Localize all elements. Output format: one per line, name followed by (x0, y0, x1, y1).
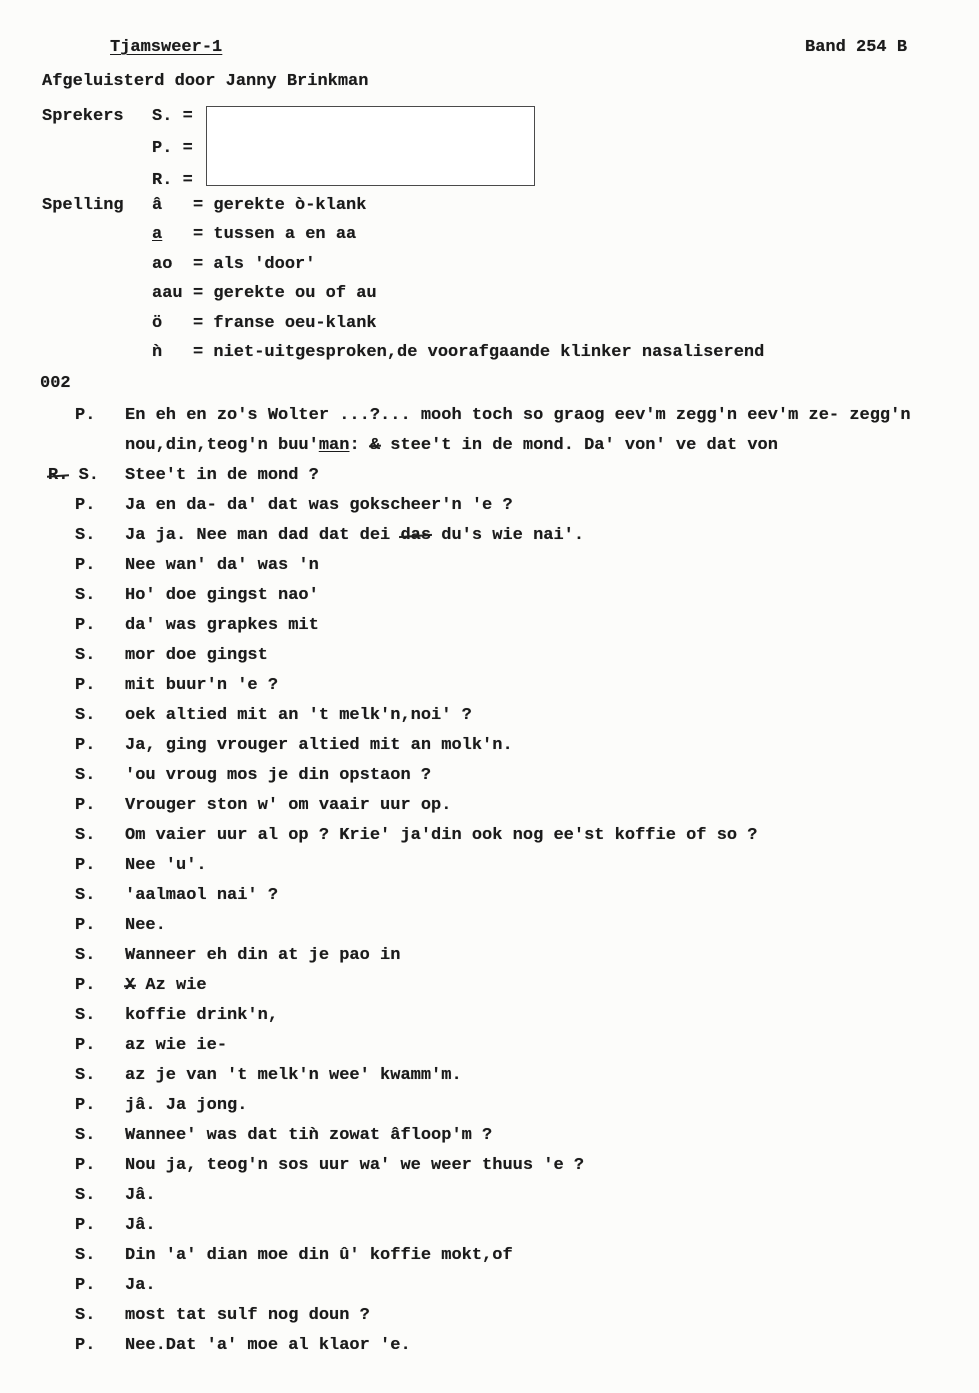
dialogue-row (0, 466, 979, 496)
page-title: Tjamsweer-1 (110, 38, 223, 57)
utterance: Jâ. (125, 1216, 156, 1235)
speaker-label: P. (75, 1216, 96, 1235)
dialogue-row (0, 946, 979, 976)
speaker-label: S. (75, 1006, 96, 1025)
dialogue-row (0, 436, 979, 466)
speaker-label: S. (75, 1246, 96, 1265)
dialogue-row (0, 1126, 979, 1156)
spelling-rule (152, 343, 764, 372)
utterance: Stee't in de mond ? (125, 466, 319, 485)
dialogue-row (0, 1186, 979, 1216)
utterance: Vrouger ston w' om vaair uur op. (125, 796, 452, 815)
utterance: mit buur'n 'e ? (125, 676, 279, 695)
dialogue-row (0, 556, 979, 586)
spelling-rule (152, 225, 764, 254)
dialogue-row (0, 1156, 979, 1186)
spelling-def: = niet-uitgesproken,de voorafgaande klinker nasaliserend (193, 342, 765, 362)
spelling-rule (152, 255, 764, 284)
dialogue-row (0, 1336, 979, 1366)
utterance: X Az wie (125, 976, 207, 995)
speaker-label: P. (75, 736, 96, 755)
utterance: Wannee' was dat tiǹ zowat âfloop'm ? (125, 1126, 493, 1145)
sprekers-entry: R. = (152, 171, 193, 190)
speaker-label: S. (75, 1066, 96, 1085)
sprekers-entry: S. = (152, 107, 193, 126)
spelling-label: Spelling (42, 196, 124, 215)
dialogue-row (0, 916, 979, 946)
spelling-symbol: aau (152, 284, 183, 304)
speaker-label: P. (75, 496, 96, 515)
utterance: 'ou vroug mos je din opstaon ? (125, 766, 432, 785)
spelling-def: = franse oeu-klank (193, 313, 377, 333)
dialogue-row (0, 1066, 979, 1096)
utterance: Wanneer eh din at je pao in (125, 946, 401, 965)
dialogue-row (0, 1276, 979, 1306)
dialogue-row (0, 1216, 979, 1246)
speaker-label: S. (75, 946, 96, 965)
spelling-rule (152, 284, 764, 313)
utterance: most tat sulf nog doun ? (125, 1306, 370, 1325)
spelling-rule (152, 196, 764, 225)
dialogue-row (0, 616, 979, 646)
speaker-label: S. (75, 706, 96, 725)
utterance: Om vaier uur al op ? Krie' ja'din ook nog ee'st koffie of so ? (125, 826, 758, 845)
speaker-label: P. (75, 406, 96, 425)
utterance: az wie ie- (125, 1036, 228, 1055)
dialogue-row (0, 526, 979, 556)
speaker-label: P. (75, 616, 96, 635)
utterance: Nee. (125, 916, 166, 935)
utterance: Ja en da- da' dat was gokscheer'n 'e ? (125, 496, 513, 515)
spelling-symbol: ao (152, 254, 173, 274)
spelling-def: = tussen a en aa (193, 225, 357, 245)
spelling-rules (152, 196, 764, 372)
spelling-rule (152, 314, 764, 343)
speaker-label: P. (75, 976, 96, 995)
speaker-label: P. (75, 856, 96, 875)
dialogue-row (0, 676, 979, 706)
dialogue-row (0, 1306, 979, 1336)
utterance: oek altied mit an 't melk'n,noi' ? (125, 706, 472, 725)
dialogue-row (0, 586, 979, 616)
dialogue-row (0, 706, 979, 736)
speaker-label: S. (75, 586, 96, 605)
utterance: Ho' doe gingst nao' (125, 586, 319, 605)
dialogue-row (0, 766, 979, 796)
section-number: 002 (40, 374, 71, 393)
speaker-label: S. (75, 1126, 96, 1145)
redaction-box (206, 106, 535, 186)
utterance: da' was grapkes mit (125, 616, 319, 635)
sprekers-rows (152, 107, 193, 203)
dialogue-row (0, 736, 979, 766)
utterance: Ja. (125, 1276, 156, 1295)
spelling-def: = als 'door' (193, 254, 316, 274)
speaker-label: S. (75, 766, 96, 785)
speaker-label: P. (75, 1276, 96, 1295)
dialogue-row (0, 856, 979, 886)
utterance: Din 'a' dian moe din û' koffie mokt,of (125, 1246, 513, 1265)
utterance: az je van 't melk'n wee' kwamm'm. (125, 1066, 462, 1085)
speaker-label: P. (75, 556, 96, 575)
utterance: mor doe gingst (125, 646, 268, 665)
speaker-label: P. (75, 1036, 96, 1055)
dialogue-row (0, 496, 979, 526)
speaker-label: R. S. (48, 466, 100, 485)
transcriber-line: Afgeluisterd door Janny Brinkman (42, 72, 369, 91)
utterance: Nou ja, teog'n sos uur wa' we weer thuus 'e ? (125, 1156, 585, 1175)
dialogue-row (0, 886, 979, 916)
dialogue-row (0, 976, 979, 1006)
utterance: En eh en zo's Wolter ...?... mooh toch so graog eev'm zegg'n eev'm ze- zegg'n (125, 406, 911, 425)
utterance: Ja ja. Nee man dad dat dei das du's wie nai'. (125, 526, 585, 545)
band-label: Band 254 B (805, 38, 908, 57)
speaker-label: S. (75, 526, 96, 545)
spelling-symbol: â (152, 196, 163, 215)
spelling-symbol: ö (152, 313, 163, 333)
utterance: koffie drink'n, (125, 1006, 279, 1025)
speaker-label: S. (75, 826, 96, 845)
speaker-label: S. (75, 1306, 96, 1325)
dialogue-row (0, 1006, 979, 1036)
utterance: Jâ. (125, 1186, 156, 1205)
speaker-label: S. (75, 1186, 96, 1205)
dialogue-row (0, 1246, 979, 1276)
sprekers-entry: P. = (152, 139, 193, 158)
dialogue-row (0, 796, 979, 826)
utterance: jâ. Ja jong. (125, 1096, 248, 1115)
spelling-symbol: a (152, 225, 163, 245)
utterance: Nee.Dat 'a' moe al klaor 'e. (125, 1336, 411, 1355)
speaker-label: P. (75, 1156, 96, 1175)
speaker-label: P. (75, 1336, 96, 1355)
dialogue-row (0, 406, 979, 436)
dialogue-row (0, 1036, 979, 1066)
speaker-label: S. (75, 646, 96, 665)
spelling-symbol: ǹ (152, 342, 163, 362)
sprekers-label: Sprekers (42, 107, 124, 126)
utterance: Nee wan' da' was 'n (125, 556, 319, 575)
spelling-def: = gerekte ou of au (193, 284, 377, 304)
dialogue-row (0, 826, 979, 856)
speaker-label: P. (75, 916, 96, 935)
utterance: 'aalmaol nai' ? (125, 886, 279, 905)
spelling-def: = gerekte ò-klank (193, 196, 367, 215)
speaker-label: P. (75, 676, 96, 695)
dialogue-row (0, 646, 979, 676)
utterance: Nee 'u'. (125, 856, 207, 875)
speaker-label: P. (75, 796, 96, 815)
dialogue-row (0, 1096, 979, 1126)
utterance: Ja, ging vrouger altied mit an molk'n. (125, 736, 513, 755)
utterance: nou,din,teog'n buu'man: & stee't in de mond. Da' von' ve dat von (125, 436, 778, 455)
speaker-label: P. (75, 1096, 96, 1115)
speaker-label: S. (75, 886, 96, 905)
